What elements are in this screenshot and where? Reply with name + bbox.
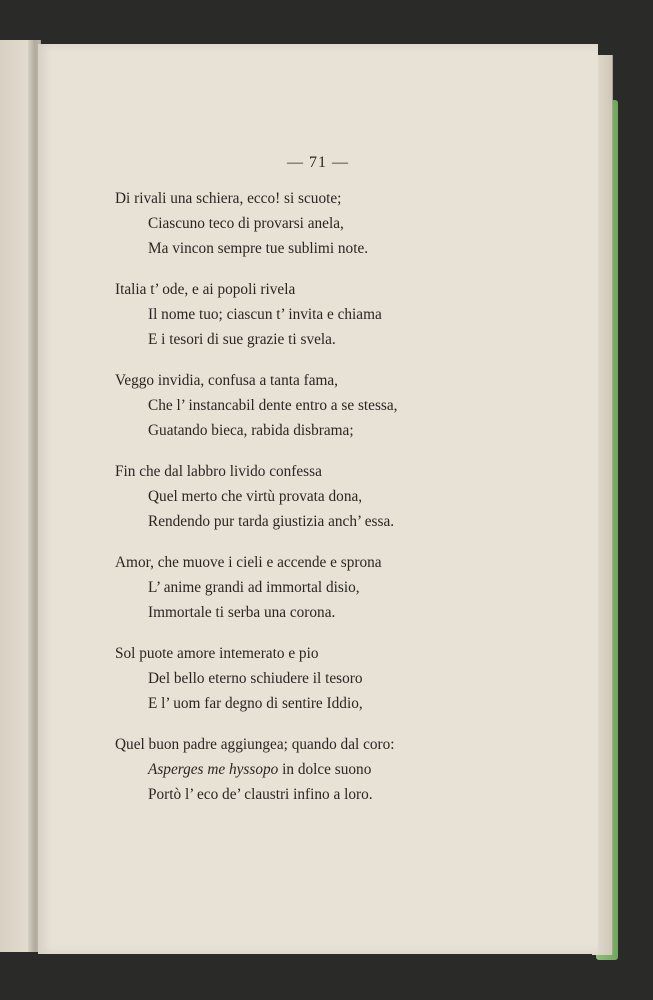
verse-line: Quel merto che virtù provata dona, <box>148 488 363 505</box>
stanza-2 <box>115 277 445 352</box>
verse-line: L’ anime grandi ad immortal disio, <box>148 579 360 596</box>
verse-line: Veggo invidia, confusa a tanta fama, <box>115 372 338 389</box>
verse-line: Guatando bieca, rabida disbrama; <box>148 422 354 439</box>
verse-line: Il nome tuo; ciascun t’ invita e chiama <box>148 306 382 323</box>
verse-line: Ma vincon sempre tue sublimi note. <box>148 240 369 257</box>
verse-line: Fin che dal labbro livido confessa <box>115 463 322 480</box>
stanza-1 <box>115 186 445 261</box>
verse-line: Ciascuno teco di provarsi anela, <box>148 215 344 232</box>
verse-line-mixed <box>115 757 445 782</box>
verse-line: Che l’ instancabil dente entro a se stessa, <box>148 397 398 414</box>
verse-line: Portò l’ eco de’ claustri infino a loro. <box>148 786 373 803</box>
poem <box>115 186 445 823</box>
stanza-7 <box>115 732 445 807</box>
verse-line: Quel buon padre aggiungea; quando dal coro: <box>115 736 395 753</box>
verse-line: E i tesori di sue grazie ti svela. <box>148 331 336 348</box>
verse-line: Italia t’ ode, e ai popoli rivela <box>115 281 296 298</box>
latin-phrase: Asperges me hyssopo <box>148 761 279 778</box>
verse-line: Amor, che muove i cieli e accende e sprona <box>115 554 382 571</box>
verse-line: Immortale ti serba una corona. <box>148 604 336 621</box>
page-number: — 71 — <box>287 154 349 171</box>
book-page <box>38 44 598 954</box>
verse-line: Di rivali una schiera, ecco! si scuote; <box>115 190 342 207</box>
stanza-4 <box>115 459 445 534</box>
verse-line: E l’ uom far degno di sentire Iddio, <box>148 695 363 712</box>
verse-line: Del bello eterno schiudere il tesoro <box>148 670 363 687</box>
stanza-5 <box>115 550 445 625</box>
verse-line: Sol puote amore intemerato e pio <box>115 645 319 662</box>
stanza-3 <box>115 368 445 443</box>
verse-line: Rendendo pur tarda giustizia anch’ essa. <box>148 513 395 530</box>
verse-fragment: in dolce suono <box>282 761 372 778</box>
stanza-6 <box>115 641 445 716</box>
